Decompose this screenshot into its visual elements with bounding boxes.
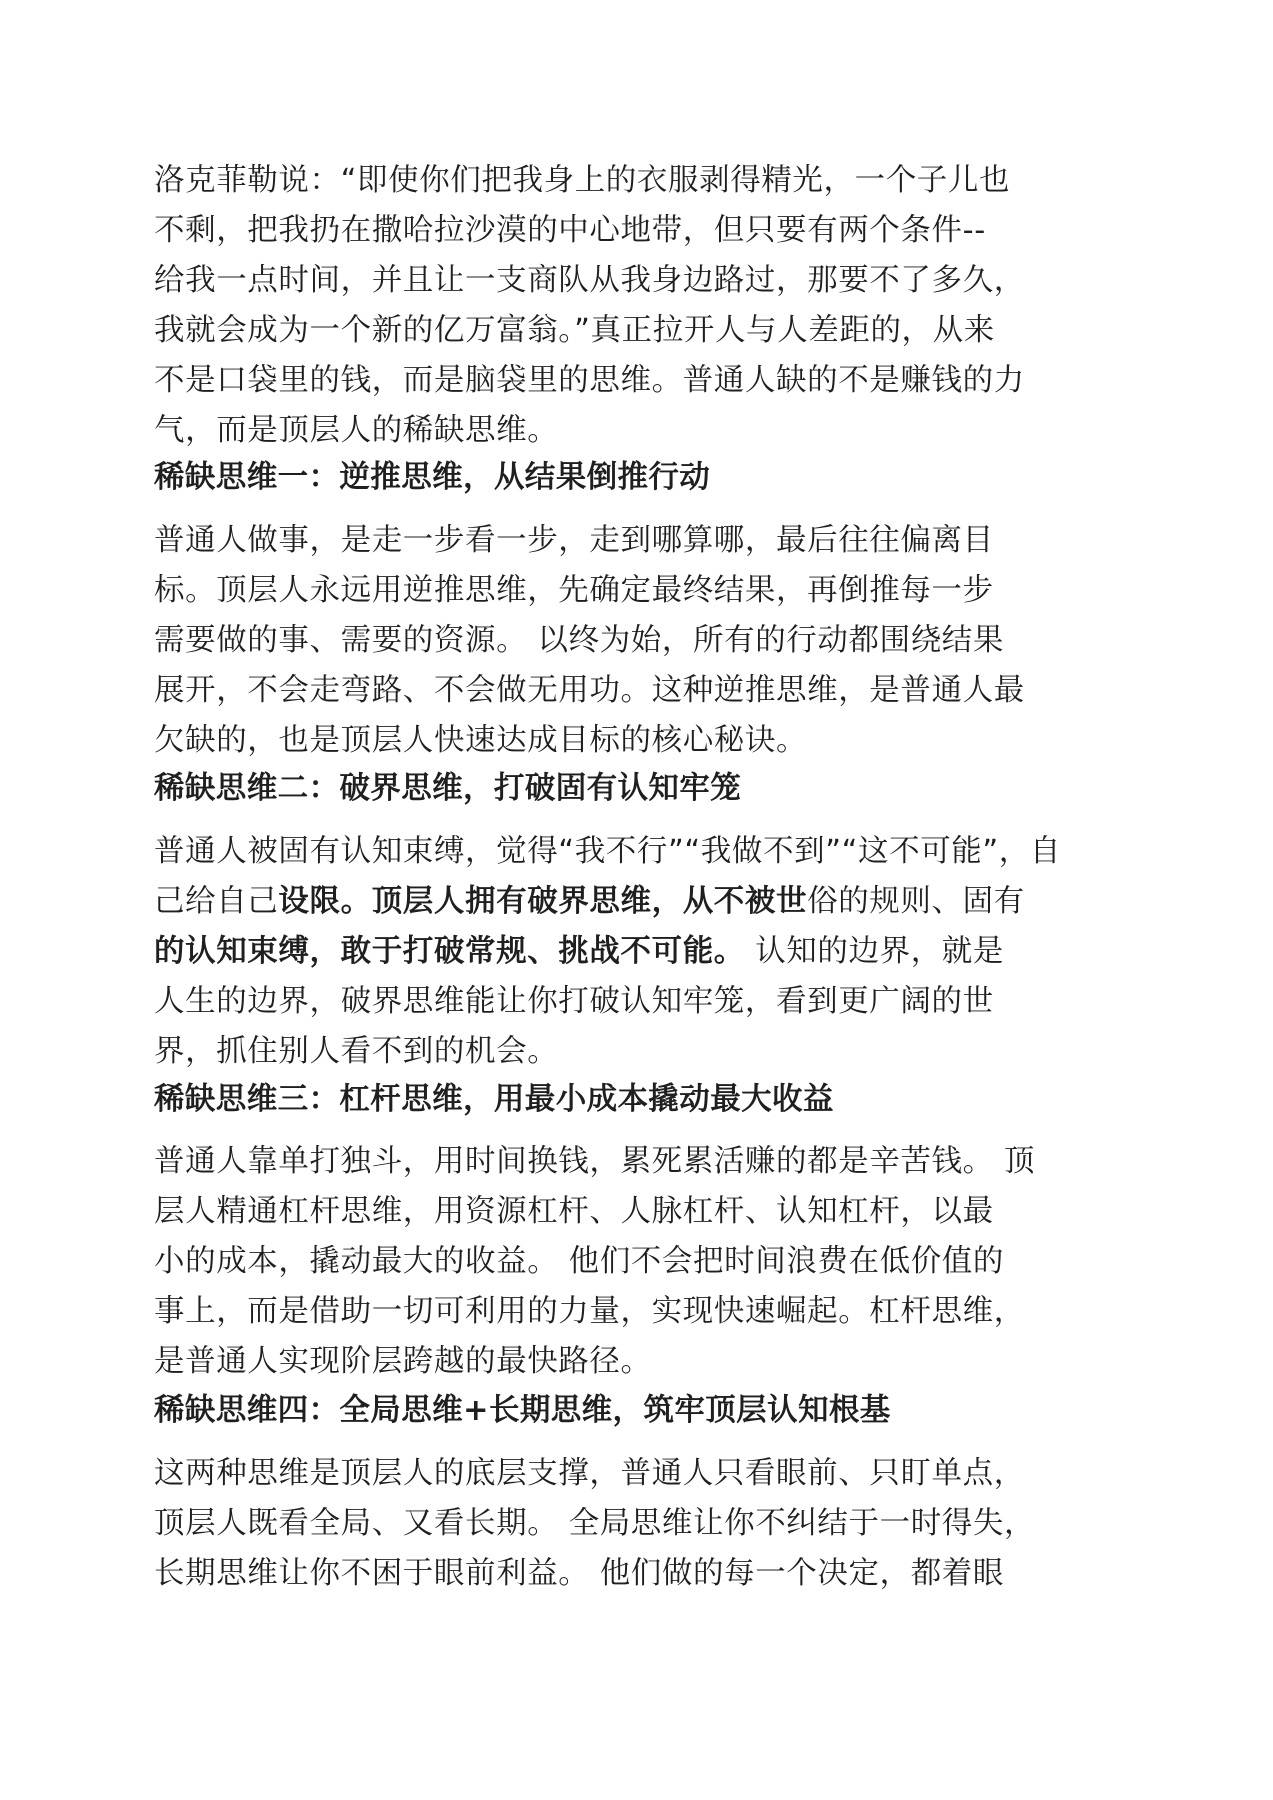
text-line: 不是口袋里的钱，而是脑袋里的思维。普通人缺的不是赚钱的力 xyxy=(154,363,1025,398)
section-paragraph-2 xyxy=(154,827,1114,1077)
text-line: 气，而是顶层人的稀缺思维。 xyxy=(154,413,559,448)
bold-text-segment: 设限。顶层人拥有破界思维，从不被世 xyxy=(278,884,808,919)
text-line: 这两种思维是顶层人的底层支撑，普通人只看眼前、只盯单点， xyxy=(154,1456,1025,1491)
text-line: 标。顶层人永远用逆推思维，先确定最终结果，再倒推每一步 xyxy=(154,573,994,608)
heading-text: 稀缺思维一：逆推思维，从结果倒推行动 xyxy=(154,460,711,495)
section-heading-4 xyxy=(154,1386,1114,1436)
text-line: 小的成本，撬动最大的收益。 他们不会把时间浪费在低价值的 xyxy=(154,1244,1004,1279)
section-heading-3 xyxy=(154,1075,1114,1125)
text-line: 普通人做事，是走一步看一步，走到哪算哪，最后往往偏离目 xyxy=(154,523,994,558)
bold-text-segment: 的认知束缚，敢于打破常规、挑战不可能。 xyxy=(154,934,745,969)
text-line: 需要做的事、需要的资源。 以终为始，所有的行动都围绕结果 xyxy=(154,623,1004,658)
section-heading-1 xyxy=(154,453,1114,503)
heading-text: 稀缺思维三：杠杆思维，用最小成本撬动最大收益 xyxy=(154,1082,834,1117)
text-line: 我就会成为一个新的亿万富翁。”真正拉开人与人差距的，从来 xyxy=(154,313,995,348)
section-paragraph-3 xyxy=(154,1137,1114,1387)
text-line: 欠缺的，也是顶层人快速达成目标的核心秘诀。 xyxy=(154,723,808,758)
text-line: 展开，不会走弯路、不会做无用功。这种逆推思维，是普通人最 xyxy=(154,673,1025,708)
text-line: 是普通人实现阶层跨越的最快路径。 xyxy=(154,1344,652,1379)
section-paragraph-4 xyxy=(154,1449,1114,1599)
text-segment: 认知的边界，就是 xyxy=(744,934,1005,969)
text-line xyxy=(154,877,1114,927)
text-line: 层人精通杠杆思维，用资源杠杆、人脉杠杆、认知杠杆，以最 xyxy=(154,1194,994,1229)
heading-text: 稀缺思维二：破界思维，打破固有认知牢笼 xyxy=(154,771,742,806)
heading-text: 稀缺思维四：全局思维+长期思维，筑牢顶层认知根基 xyxy=(154,1393,891,1428)
text-line: 长期思维让你不困于眼前利益。 他们做的每一个决定，都着眼 xyxy=(154,1556,1004,1591)
text-line: 界，抓住别人看不到的机会。 xyxy=(154,1034,559,1069)
section-heading-2 xyxy=(154,764,1114,814)
text-segment: 己给自己 xyxy=(154,884,279,919)
text-line: 普通人被固有认知束缚，觉得“我不行”“我做不到”“这不可能”，自 xyxy=(154,834,1062,869)
text-line: 洛克菲勒说：“即使你们把我身上的衣服剥得精光，一个子儿也 xyxy=(154,163,1011,198)
text-line: 人生的边界，破界思维能让你打破认知牢笼，看到更广阔的世 xyxy=(154,984,994,1019)
section-paragraph-1 xyxy=(154,516,1114,766)
intro-paragraph xyxy=(154,156,1114,456)
text-line: 给我一点时间，并且让一支商队从我身边路过，那要不了多久， xyxy=(154,263,1025,298)
text-line: 普通人靠单打独斗，用时间换钱，累死累活赚的都是辛苦钱。 顶 xyxy=(154,1144,1036,1179)
text-line: 顶层人既看全局、又看长期。 全局思维让你不纠结于一时得失， xyxy=(154,1506,1036,1541)
text-line xyxy=(154,927,1114,977)
text-line: 不剩，把我扔在撒哈拉沙漠的中心地带，但只要有两个条件-- xyxy=(154,213,986,248)
text-segment: 俗的规则、固有 xyxy=(807,884,1025,919)
text-line: 事上，而是借助一切可利用的力量，实现快速崛起。杠杆思维， xyxy=(154,1294,1025,1329)
